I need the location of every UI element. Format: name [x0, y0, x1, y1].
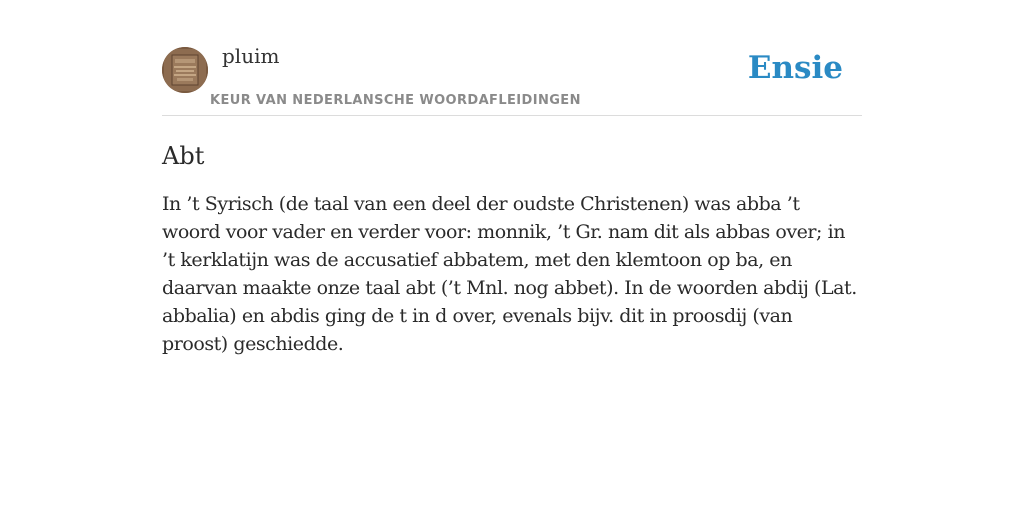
- entry-body: In ’t Syrisch (de taal van een deel der oudste Christenen) was abba ’t woord voor vader en verder voor: monnik, ’t Gr. nam dit als abbas over; in ’t kerklatijn was de accusatief abbatem, met den klemtoon op ba, en daarvan maakte onze taal abt (’t Mnl. nog abbet). In de woorden abdij (Lat. abbalia) en abdis ging de t in d over, evenals bijv. dit in proosdij (van proost) geschiedde.: [162, 193, 857, 355]
- book-cover-avatar-icon[interactable]: [162, 47, 208, 93]
- entry-title: Abt: [162, 142, 205, 170]
- author-name[interactable]: pluim: [222, 44, 280, 68]
- page-container: [162, 0, 862, 358]
- source-title[interactable]: KEUR VAN NEDERLANSCHE WOORDAFLEIDINGEN: [210, 93, 581, 108]
- page-header: [162, 0, 862, 116]
- ensie-logo[interactable]: Ensie: [747, 50, 843, 86]
